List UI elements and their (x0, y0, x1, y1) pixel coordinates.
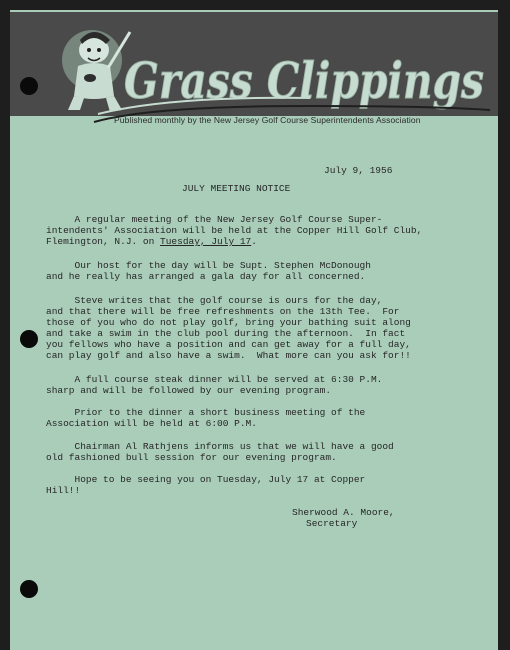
paragraph-line: Our host for the day will be Supt. Stephen McDonough (46, 260, 371, 271)
paragraph-line: old fashioned bull session for our evening program. (46, 452, 337, 463)
paragraph-line (46, 236, 257, 247)
signature-title: Secretary (306, 518, 358, 529)
paragraph-line: Hope to be seeing you on Tuesday, July 17 at Copper (46, 474, 366, 485)
paragraph-line: Association will be held at 6:00 P.M. (46, 418, 257, 429)
meeting-date-underlined: Tuesday, July 17 (160, 236, 252, 247)
paragraph-line: Prior to the dinner a short business meeting of the (46, 407, 366, 418)
paragraph-line: Chairman Al Rathjens informs us that we will have a good (46, 441, 394, 452)
signature-name: Sherwood A. Moore, (292, 507, 395, 518)
paragraph-line: Steve writes that the golf course is ours for the day, (46, 295, 383, 306)
paragraph-line: can play golf and also have a swim. What more can you ask for!! (46, 350, 411, 361)
letter-heading: JULY MEETING NOTICE (182, 183, 291, 194)
paragraph-line: sharp and will be followed by our evening program. (46, 385, 332, 396)
paragraph-line: Hill!! (46, 485, 81, 496)
paragraph-line: you fellows who have a position and can get away for a full day, (46, 339, 411, 350)
paragraph-line: A regular meeting of the New Jersey Golf Course Super- (46, 214, 383, 225)
paragraph-line: and that there will be free refreshments on the 13th Tee. For (46, 306, 400, 317)
letter-date: July 9, 1956 (324, 165, 393, 176)
paragraph-line: and take a swim in the club pool during the afternoon. In fact (46, 328, 406, 339)
paragraph-line: those of you who do not play golf, bring your bathing suit along (46, 317, 411, 328)
paragraph-text: Flemington, N.J. on (46, 236, 161, 247)
binder-hole (20, 580, 38, 598)
paragraph-line: intendents' Association will be held at the Copper Hill Golf Club, (46, 225, 423, 236)
paragraph-line: A full course steak dinner will be served at 6:30 P.M. (46, 374, 383, 385)
paragraph-text: . (251, 236, 257, 247)
letter-body (10, 10, 498, 650)
paragraph-line: and he really has arranged a gala day for all concerned. (46, 271, 366, 282)
publisher-line: Published monthly by the New Jersey Golf Course Superintendents Association (114, 115, 421, 125)
letter-page (10, 10, 498, 650)
binder-hole (20, 330, 38, 348)
masthead-title: Grass Clippings (124, 51, 484, 110)
binder-hole (20, 77, 38, 95)
